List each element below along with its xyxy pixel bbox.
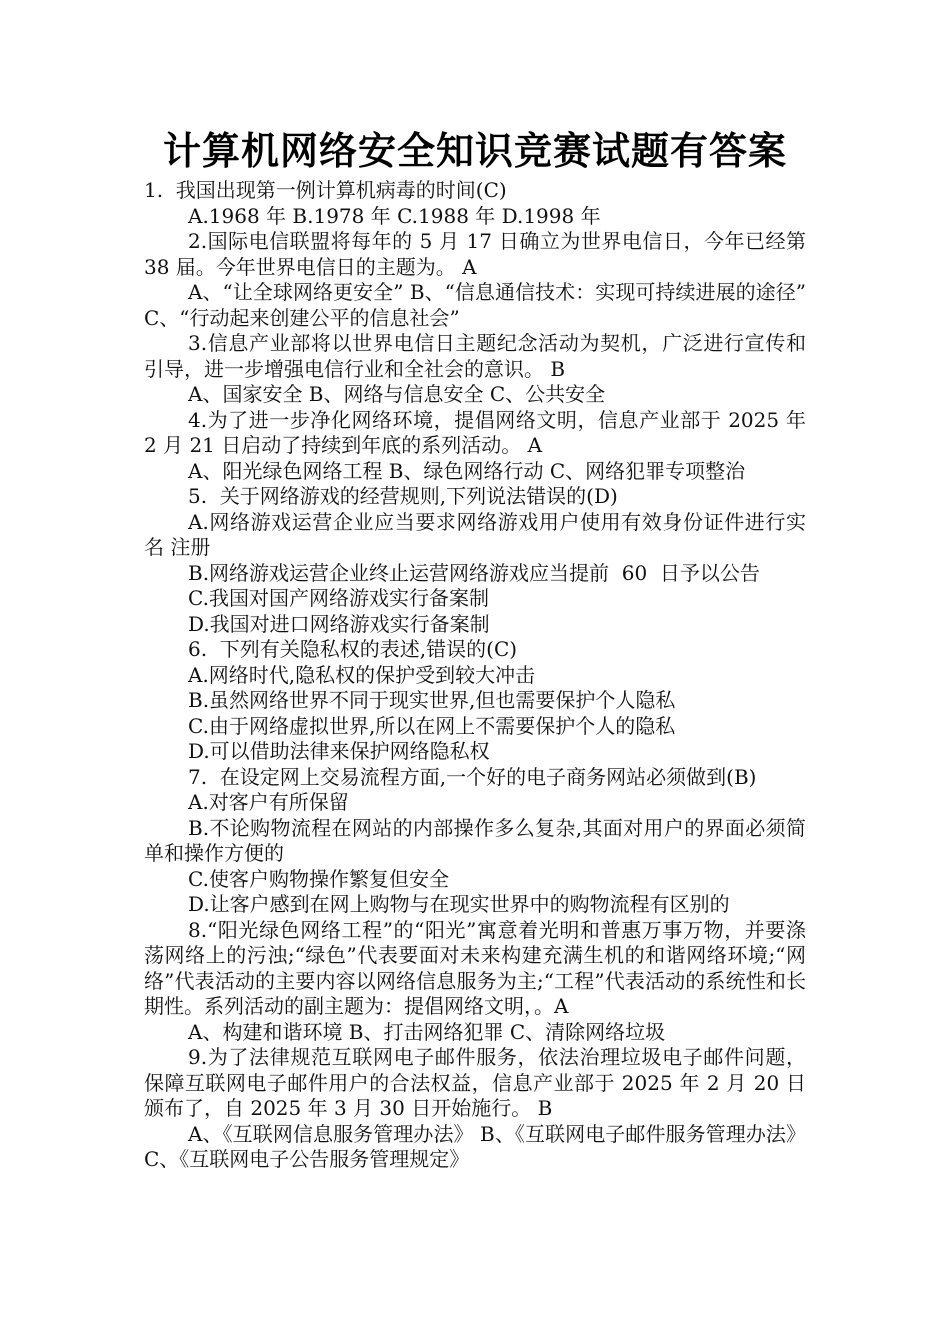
- paragraph: 7. 在设定网上交易流程方面,一个好的电子商务网站必须做到(B): [188, 764, 757, 789]
- paragraph: 6. 下列有关隐私权的表述,错误的(C): [188, 637, 518, 661]
- paragraph: 8.“阳光绿色网络工程”的“阳光”寓意着光明和普惠万事万物，并要涤荡网络上的污浊;“绿色”代表要面对未来构建充满生机的和谐网络环境;“网络”代表活动的主要内容以网络信息服务为主;“工程”代表活动的系统性和长期性。系列活动的副主题为：提倡网络文明，。A: [144, 917, 806, 1018]
- paragraph: 3.信息产业部将以世界电信日主题纪念活动为契机，广泛进行宣传和引导，进一步增强电信行业和全社会的意识。 B: [144, 331, 806, 381]
- paragraph: D.我国对进口网络游戏实行备案制: [188, 611, 490, 636]
- paragraph: B.不论购物流程在网站的内部操作多么复杂,其面对用户的界面必须简单和操作方便的: [144, 815, 806, 865]
- paragraph: A.网络游戏运营企业应当要求网络游戏用户使用有效身份证件进行实名 注册: [144, 509, 806, 559]
- paragraph: A.1968 年 B.1978 年 C.1988 年 D.1998 年: [188, 203, 601, 228]
- paragraph: C.使客户购物操作繁复但安全: [188, 866, 449, 891]
- paragraph: D.让客户感到在网上购物与在现实世界中的购物流程有区别的: [188, 892, 730, 916]
- paragraph: B.网络游戏运营企业终止运营网络游戏应当提前 60 日予以公告: [188, 560, 760, 585]
- paragraph: 5. 关于网络游戏的经营规则,下列说法错误的(D): [188, 484, 618, 508]
- document-body: [144, 178, 813, 1173]
- paragraph: D.可以借助法律来保护网络隐私权: [188, 739, 490, 763]
- paragraph: 9.为了法律规范互联网电子邮件服务，依法治理垃圾电子邮件问题，保障互联网电子邮件用户的合法权益，信息产业部于 2025 年 2 月 20 日颁布了，自 2025 年 3 月 30 日开始施行。 B: [144, 1045, 806, 1120]
- paragraph: A、“让全球网络更安全” B、“信息通信技术：实现可持续进展的途径” C、“行动起来创建公平的信息社会”: [144, 280, 813, 330]
- document-page: [144, 126, 813, 1173]
- paragraph: A、构建和谐环境 B、打击网络犯罪 C、清除网络垃圾: [188, 1019, 666, 1044]
- paragraph: A、国家安全 B、网络与信息安全 C、公共安全: [188, 382, 606, 406]
- paragraph: A.网络时代,隐私权的保护受到较大冲击: [188, 662, 536, 687]
- paragraph: C.我国对国产网络游戏实行备案制: [188, 586, 489, 610]
- document-title: 计算机网络安全知识竞赛试题有答案: [162, 129, 787, 173]
- paragraph: 1. 我国出现第一例计算机病毒的时间(C): [144, 178, 507, 202]
- paragraph: 2.国际电信联盟将每年的 5 月 17 日确立为世界电信日，今年已经第 38 届。今年世界电信日的主题为。 A: [144, 229, 813, 279]
- paragraph: 4.为了进一步净化网络环境，提倡网络文明，信息产业部于 2025 年 2 月 21 日启动了持续到年底的系列活动。 A: [144, 407, 813, 457]
- paragraph: A、《互联网信息服务管理办法》 B、《互联网电子邮件服务管理办法》 C、《互联网电子公告服务管理规定》: [144, 1121, 813, 1171]
- paragraph: C.由于网络虚拟世界,所以在网上不需要保护个人的隐私: [188, 713, 676, 738]
- paragraph: B.虽然网络世界不同于现实世界,但也需要保护个人隐私: [188, 688, 676, 712]
- paragraph: A.对客户有所保留: [188, 790, 349, 814]
- paragraph: A、阳光绿色网络工程 B、绿色网络行动 C、网络犯罪专项整治: [188, 458, 746, 483]
